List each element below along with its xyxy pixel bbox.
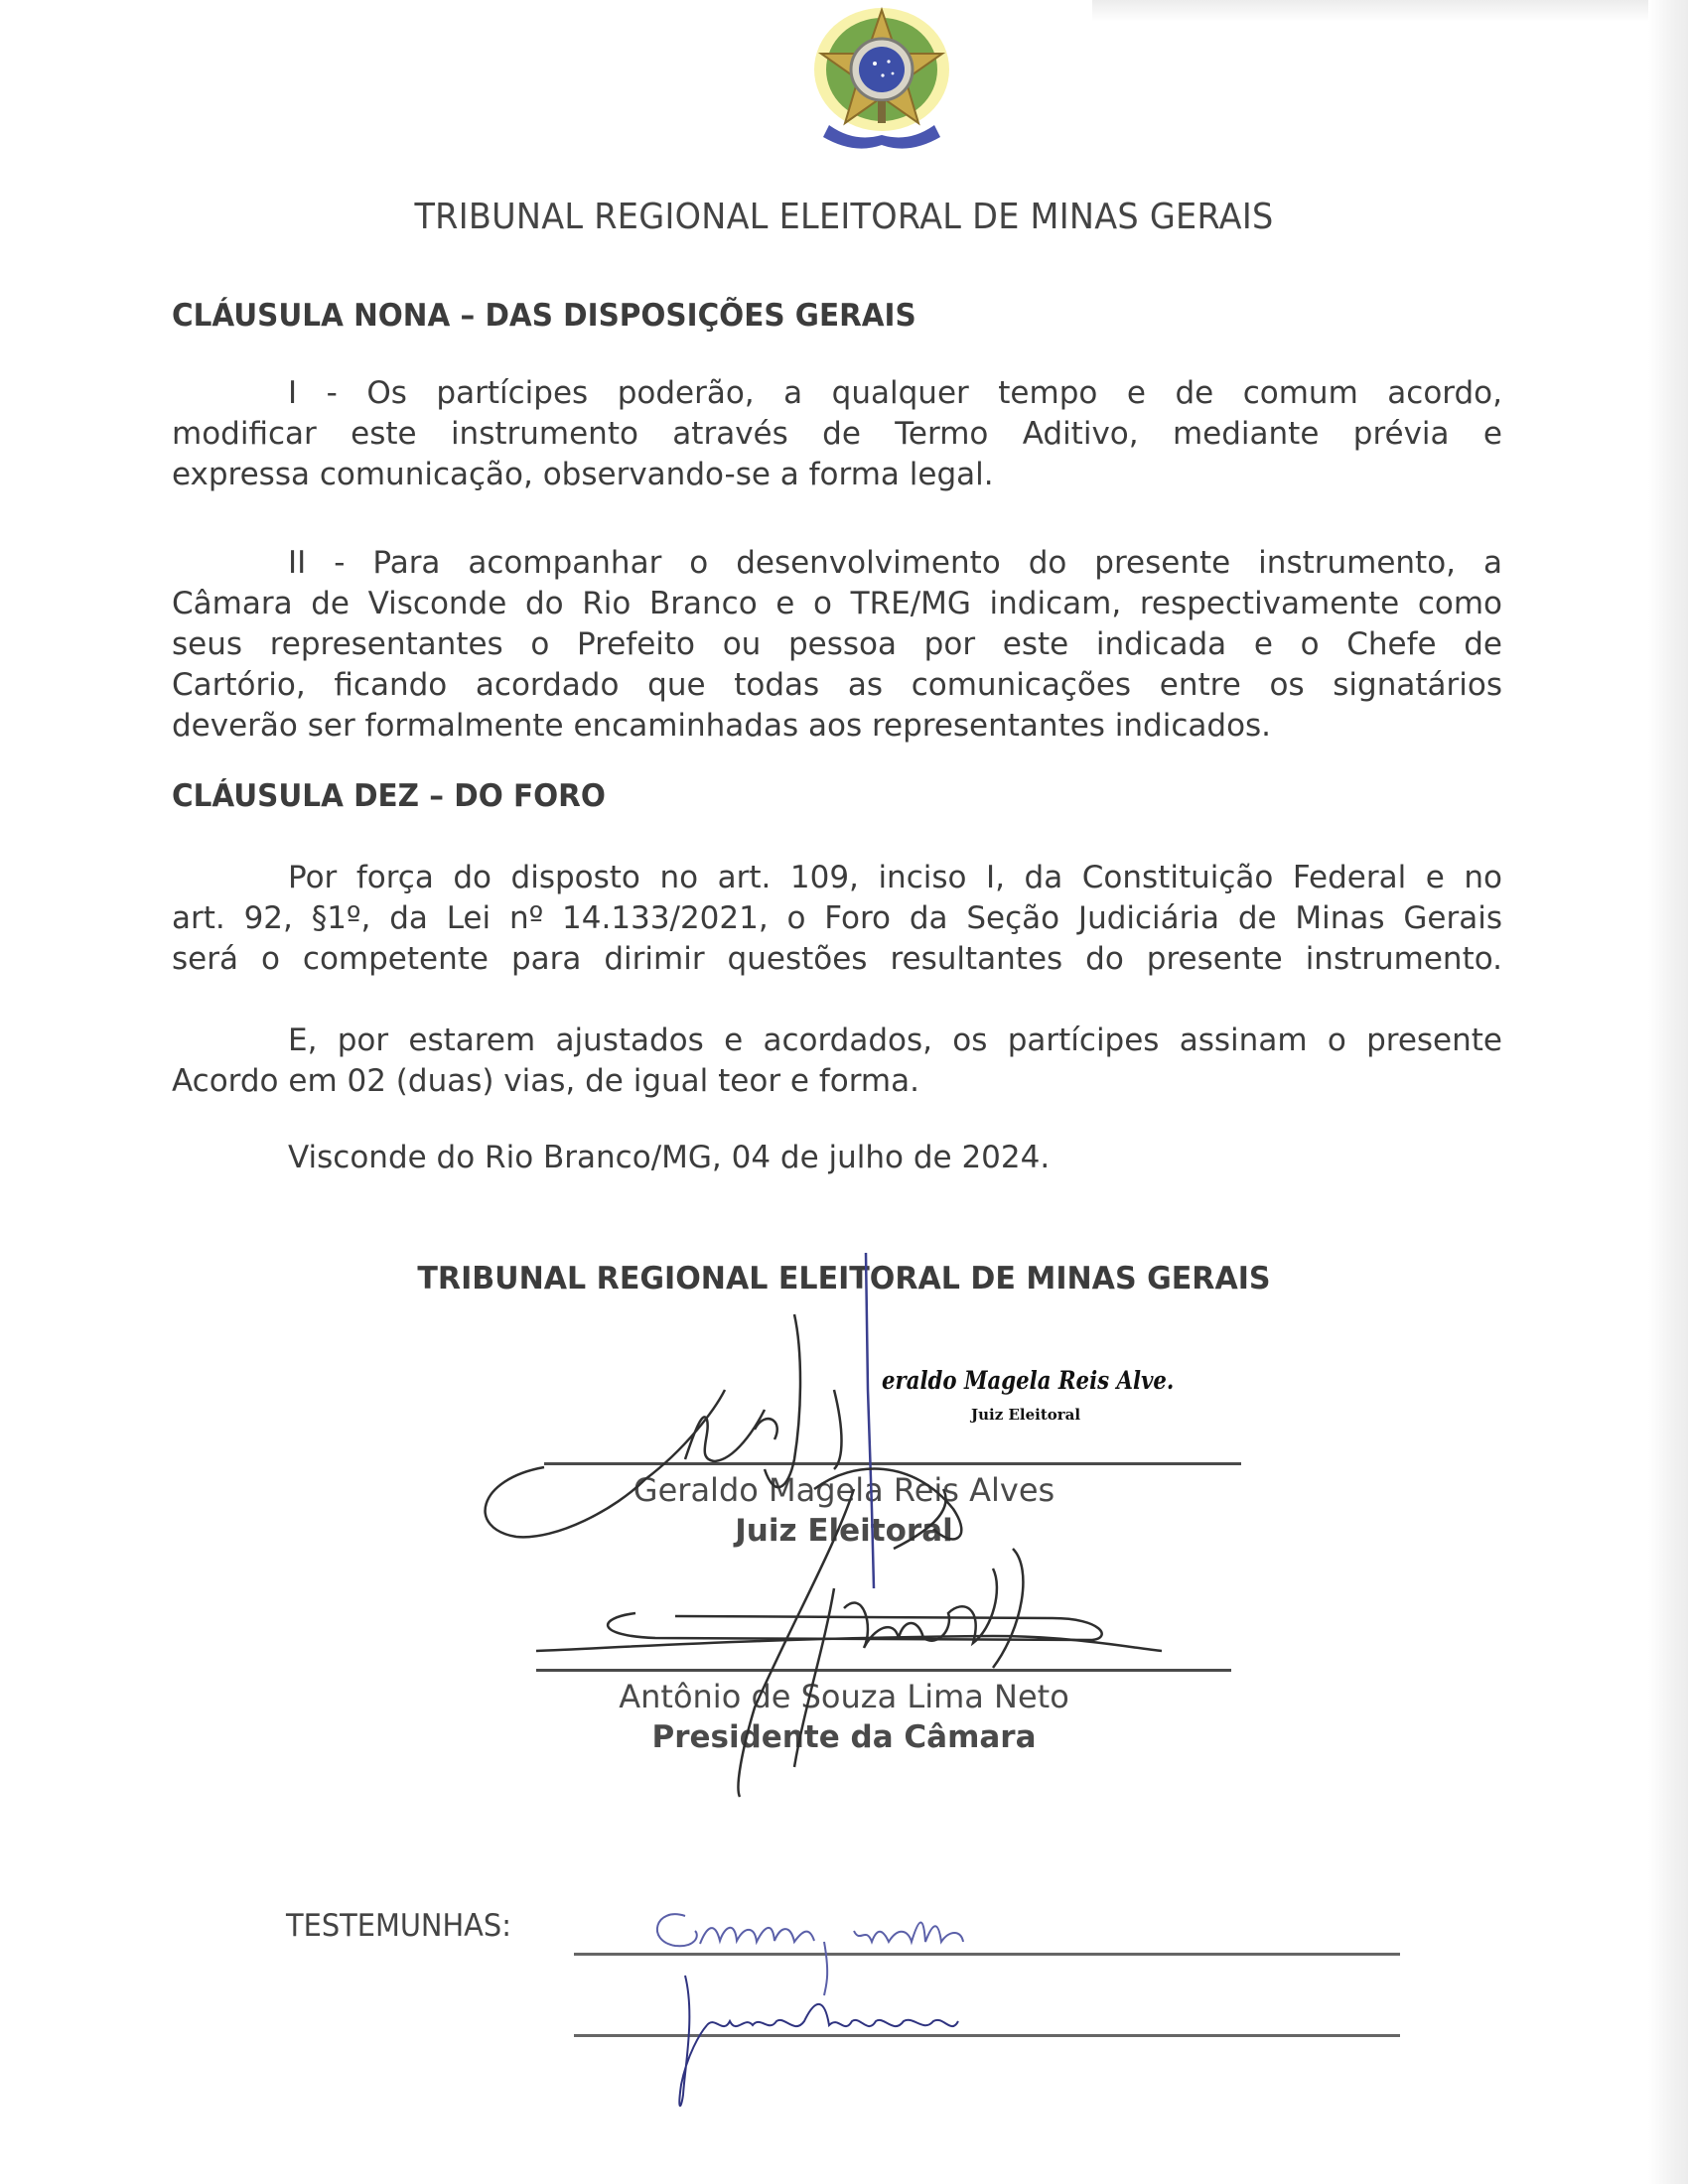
text-line: II - Para acompanhar o desenvolvimento do presente instrumento, a xyxy=(288,545,1502,581)
place-and-date: Visconde do Rio Branco/MG, 04 de julho de 2024. xyxy=(288,1140,1051,1175)
organization-title: TRIBUNAL REGIONAL ELEITORAL DE MINAS GERAIS xyxy=(414,197,1274,237)
text-line: Acordo em 02 (duas) vias, de igual teor e forma. xyxy=(172,1063,919,1099)
text-line: E, por estarem ajustados e acordados, os partícipes assinam o presente xyxy=(288,1023,1502,1058)
clause-ten-paragraph xyxy=(172,858,1502,980)
clause-nine-item-1 xyxy=(172,373,1502,495)
closing-paragraph xyxy=(172,1021,1502,1102)
stamp-signatory-name: eraldo Magela Reis Alve. xyxy=(882,1366,1175,1395)
stamp-signatory-role: Juiz Eleitoral xyxy=(971,1406,1081,1424)
text-line: será o competente para dirimir questões resultantes do presente instrumento. xyxy=(172,941,1502,977)
coat-of-arms-icon xyxy=(809,4,954,151)
text-line: expressa comunicação, observando-se a forma legal. xyxy=(172,457,994,492)
witness-line-1 xyxy=(574,1953,1400,1956)
signature-witness-2 xyxy=(679,1976,958,2106)
signatory-2-name: Antônio de Souza Lima Neto xyxy=(619,1678,1069,1715)
witnesses-label: TESTEMUNHAS: xyxy=(286,1908,511,1944)
scan-shadow-right xyxy=(1648,0,1688,2184)
text-line: I - Os partícipes poderão, a qualquer tempo e de comum acordo, xyxy=(288,375,1502,411)
signatory-1-role: Juiz Eleitoral xyxy=(735,1513,953,1549)
signature-line-1 xyxy=(544,1462,1241,1465)
text-line: Câmara de Visconde do Rio Branco e o TRE/MG indicam, respectivamente como xyxy=(172,586,1502,621)
text-line: Cartório, ficando acordado que todas as comunicações entre os signatários xyxy=(172,667,1502,703)
signature-organization: TRIBUNAL REGIONAL ELEITORAL DE MINAS GERAIS xyxy=(417,1261,1271,1297)
scan-shadow-top xyxy=(1092,0,1688,22)
witness-line-2 xyxy=(574,2034,1400,2037)
clause-ten-heading: CLÁUSULA DEZ – DO FORO xyxy=(172,778,606,814)
clause-nine-heading: CLÁUSULA NONA – DAS DISPOSIÇÕES GERAIS xyxy=(172,298,916,334)
text-line: Por força do disposto no art. 109, inciso I, da Constituição Federal e no xyxy=(288,860,1502,895)
clause-nine-item-2 xyxy=(172,543,1502,747)
text-line: art. 92, §1º, da Lei nº 14.133/2021, o Foro da Seção Judiciária de Minas Gerais xyxy=(172,900,1502,936)
text-line: seus representantes o Prefeito ou pessoa por este indicada e o Chefe de xyxy=(172,626,1502,662)
text-line: modificar este instrumento através de Termo Aditivo, mediante prévia e xyxy=(172,416,1502,452)
signatory-1-name: Geraldo Magela Reis Alves xyxy=(633,1471,1055,1509)
text-line: deverão ser formalmente encaminhadas aos representantes indicados. xyxy=(172,708,1272,744)
signatory-2-role: Presidente da Câmara xyxy=(651,1719,1037,1755)
signature-line-2 xyxy=(536,1669,1231,1672)
